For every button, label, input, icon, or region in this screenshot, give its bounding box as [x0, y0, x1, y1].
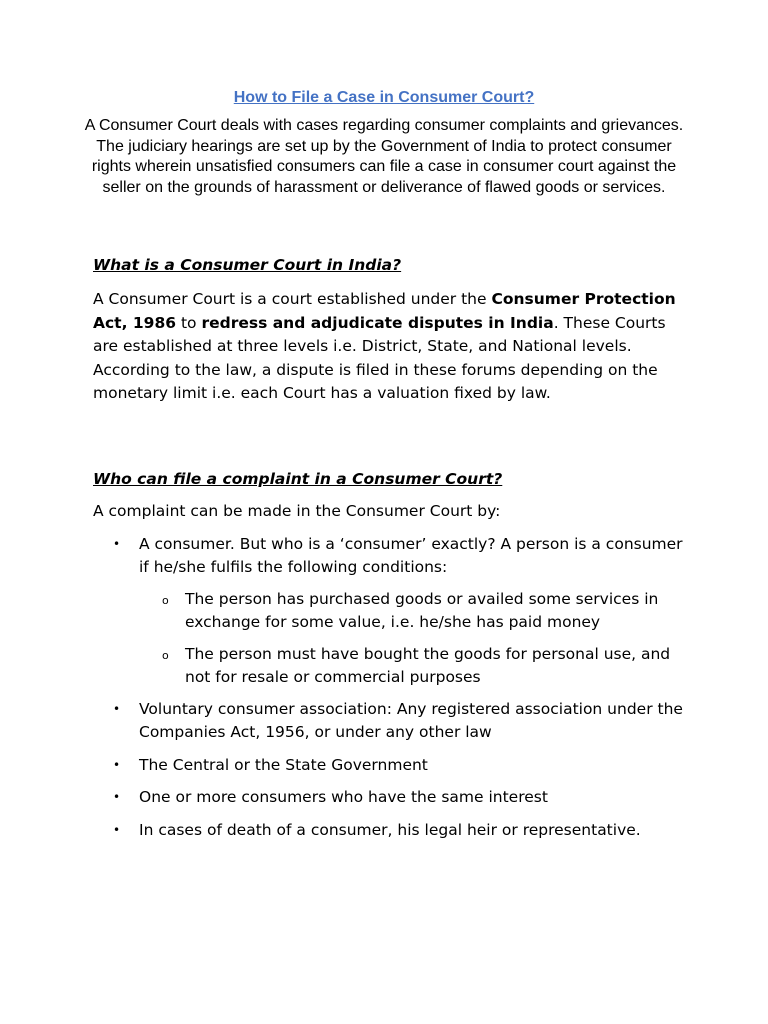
list-item — [93, 533, 693, 690]
list-item-text: A consumer. But who is a ‘consumer’ exactly? A person is a consumer if he/she fulfils the following conditions: — [139, 534, 683, 576]
list-item-text: Voluntary consumer association: Any registered association under the Companies Act, 1956, or under any other law — [139, 699, 683, 741]
sub-list-item-text: The person must have bought the goods for personal use, and not for resale or commercial purposes — [185, 644, 671, 686]
text-run: to — [176, 313, 202, 332]
bullet-icon: • — [113, 757, 121, 772]
bullet-icon: • — [113, 701, 121, 716]
circle-bullet-icon: o — [162, 593, 169, 607]
document-title: How to File a Case in Consumer Court? — [233, 89, 535, 106]
list-item — [93, 786, 693, 810]
text-run: A Consumer Court is a court established under the — [93, 290, 492, 308]
consumer-conditions-list — [139, 588, 693, 690]
intro-paragraph: A Consumer Court deals with cases regarding consumer complaints and grievances. The judiciary hearings are set up by the Government of India to protect consumer rights wherein unsatisfied consumers can file a case in consumer court against the seller on the grounds of harassment or deliverance of flawed goods or services. — [84, 117, 684, 196]
section-heading: What is a Consumer Court in India? — [93, 256, 402, 274]
complainant-list — [93, 533, 693, 843]
list-item-text: One or more consumers who have the same interest — [139, 788, 548, 806]
sub-list-item — [139, 588, 693, 635]
circle-bullet-icon: o — [162, 648, 169, 662]
section-heading: Who can file a complaint in a Consumer Court? — [93, 470, 503, 488]
purpose-phrase: redress and adjudicate disputes in India — [201, 313, 554, 332]
list-item-text: The Central or the State Government — [139, 755, 428, 774]
bullet-icon: • — [113, 536, 121, 551]
bullet-icon: • — [113, 790, 121, 804]
act-name: Consumer Protection Act, 1986 — [93, 290, 676, 332]
section-paragraph — [93, 288, 693, 406]
bullet-icon: • — [113, 822, 121, 837]
section-what-is-consumer-court — [93, 255, 693, 406]
section-who-can-file — [93, 469, 693, 842]
list-item-text: In cases of death of a consumer, his legal heir or representative. — [139, 820, 641, 839]
sub-list-item-text: The person has purchased goods or availed some services in exchange for some value, i.e. he/she has paid money — [185, 589, 659, 631]
section-intro: A complaint can be made in the Consumer Court by: — [93, 502, 501, 520]
list-item — [93, 698, 693, 745]
list-item — [93, 819, 693, 843]
text-run: . These Courts are established at three levels i.e. District, State, and National levels. According to the law, a dispute is filed in these forums depending on the monetary limit i.e. each Court has a valuation fixed by law. — [93, 313, 666, 402]
sub-list-item — [139, 643, 693, 690]
list-item — [93, 754, 693, 778]
